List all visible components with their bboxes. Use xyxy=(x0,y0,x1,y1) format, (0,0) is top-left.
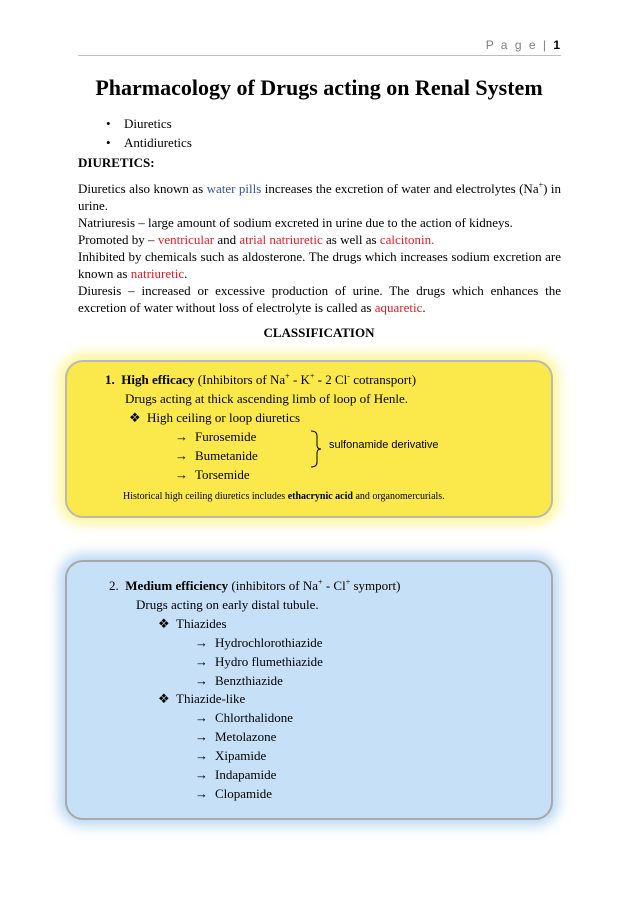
curly-brace-icon xyxy=(311,430,321,468)
right-arrow-icon: → xyxy=(195,748,208,763)
section-heading: DIURETICS: xyxy=(78,155,155,170)
document-title: Pharmacology of Drugs acting on Renal System xyxy=(95,75,543,100)
right-arrow-icon: → xyxy=(195,710,208,725)
right-arrow-icon: → xyxy=(195,786,208,801)
box2-title: 2. Medium efficiency (inhibitors of Na+ - Cl+ symport) xyxy=(109,577,401,593)
drug-item: → Clopamide xyxy=(195,786,273,801)
box1-title: 1. High efficacy (Inhibitors of Na+ - K+ - 2 Cl- cotransport) xyxy=(105,371,417,387)
term-aquaretic: aquaretic xyxy=(374,300,423,315)
drug-item: → Torsemide xyxy=(175,467,250,482)
page-label: P a g e xyxy=(485,38,538,52)
diamond-bullet-icon: ❖ xyxy=(129,410,141,425)
paragraph-diuresis: Diuresis – increased or excessive production of urine. The drugs which enhances the excretion of water without loss of electrolyte is called as aquaretic. xyxy=(78,283,561,315)
drug-item: → Indapamide xyxy=(195,767,277,782)
topic-list xyxy=(108,114,192,152)
right-arrow-icon: → xyxy=(195,673,208,688)
topic-item: • Diuretics xyxy=(108,114,192,133)
right-arrow-icon: → xyxy=(175,467,188,482)
topic-item: • Antidiuretics xyxy=(108,133,192,152)
right-arrow-icon: → xyxy=(175,429,188,444)
right-arrow-icon: → xyxy=(195,654,208,669)
box1-note: Historical high ceiling diuretics includes ethacrynic acid and organomercurials. xyxy=(123,491,445,502)
right-arrow-icon: → xyxy=(195,635,208,650)
drug-item: → Hydro flumethiazide xyxy=(195,654,323,669)
box1-group: ❖ High ceiling or loop diuretics xyxy=(129,410,301,425)
box1-subtitle: Drugs acting at thick ascending limb of loop of Henle. xyxy=(125,391,409,406)
drug-item: → Chlorthalidone xyxy=(195,710,293,725)
diuretics-body xyxy=(78,180,561,316)
header-divider xyxy=(78,55,561,56)
right-arrow-icon: → xyxy=(175,448,188,463)
box2-group-thiazides: ❖ Thiazides xyxy=(158,616,227,631)
medium-efficiency-box xyxy=(65,560,553,820)
drug-item: → Bumetanide xyxy=(175,448,258,463)
paragraph-natriuresis: Natriuresis – large amount of sodium excreted in urine due to the action of kidneys. xyxy=(78,215,513,230)
box2-subtitle: Drugs acting on early distal tubule. xyxy=(136,597,319,612)
page-number: 1 xyxy=(553,38,560,52)
term-atrial-natriuretic: atrial natriuretic xyxy=(239,232,323,247)
right-arrow-icon: → xyxy=(195,729,208,744)
drug-item: → Hydrochlorothiazide xyxy=(195,635,323,650)
page-header xyxy=(486,38,560,52)
drug-item: → Xipamide xyxy=(195,748,267,763)
term-calcitonin: calcitonin. xyxy=(379,232,435,247)
diamond-bullet-icon: ❖ xyxy=(158,691,170,706)
right-arrow-icon: → xyxy=(195,767,208,782)
drug-item: → Metolazone xyxy=(195,729,277,744)
drug-item: → Benzthiazide xyxy=(195,673,283,688)
classification-heading: CLASSIFICATION xyxy=(263,325,375,340)
term-ventricular: ventricular xyxy=(157,232,215,247)
paragraph-inhibited: Inhibited by chemicals such as aldosterone. The drugs which increases sodium excretion are known as natriuretic. xyxy=(78,249,561,281)
box2-group-thiazide-like: ❖ Thiazide-like xyxy=(158,691,246,706)
high-efficacy-box xyxy=(65,360,553,518)
brace-label: sulfonamide derivative xyxy=(329,439,439,451)
paragraph-promoted: Promoted by – ventricular and atrial natriuretic as well as calcitonin. xyxy=(78,232,435,247)
paragraph-definition: Diuretics also known as water pills increases the excretion of water and electrolytes (Na+) in urine. xyxy=(78,180,561,213)
term-water-pills: water pills xyxy=(206,181,262,196)
drug-item: → Furosemide xyxy=(175,429,257,444)
diamond-bullet-icon: ❖ xyxy=(158,616,170,631)
term-natriuretic: natriuretic xyxy=(130,266,185,281)
page-separator: | xyxy=(542,38,548,52)
